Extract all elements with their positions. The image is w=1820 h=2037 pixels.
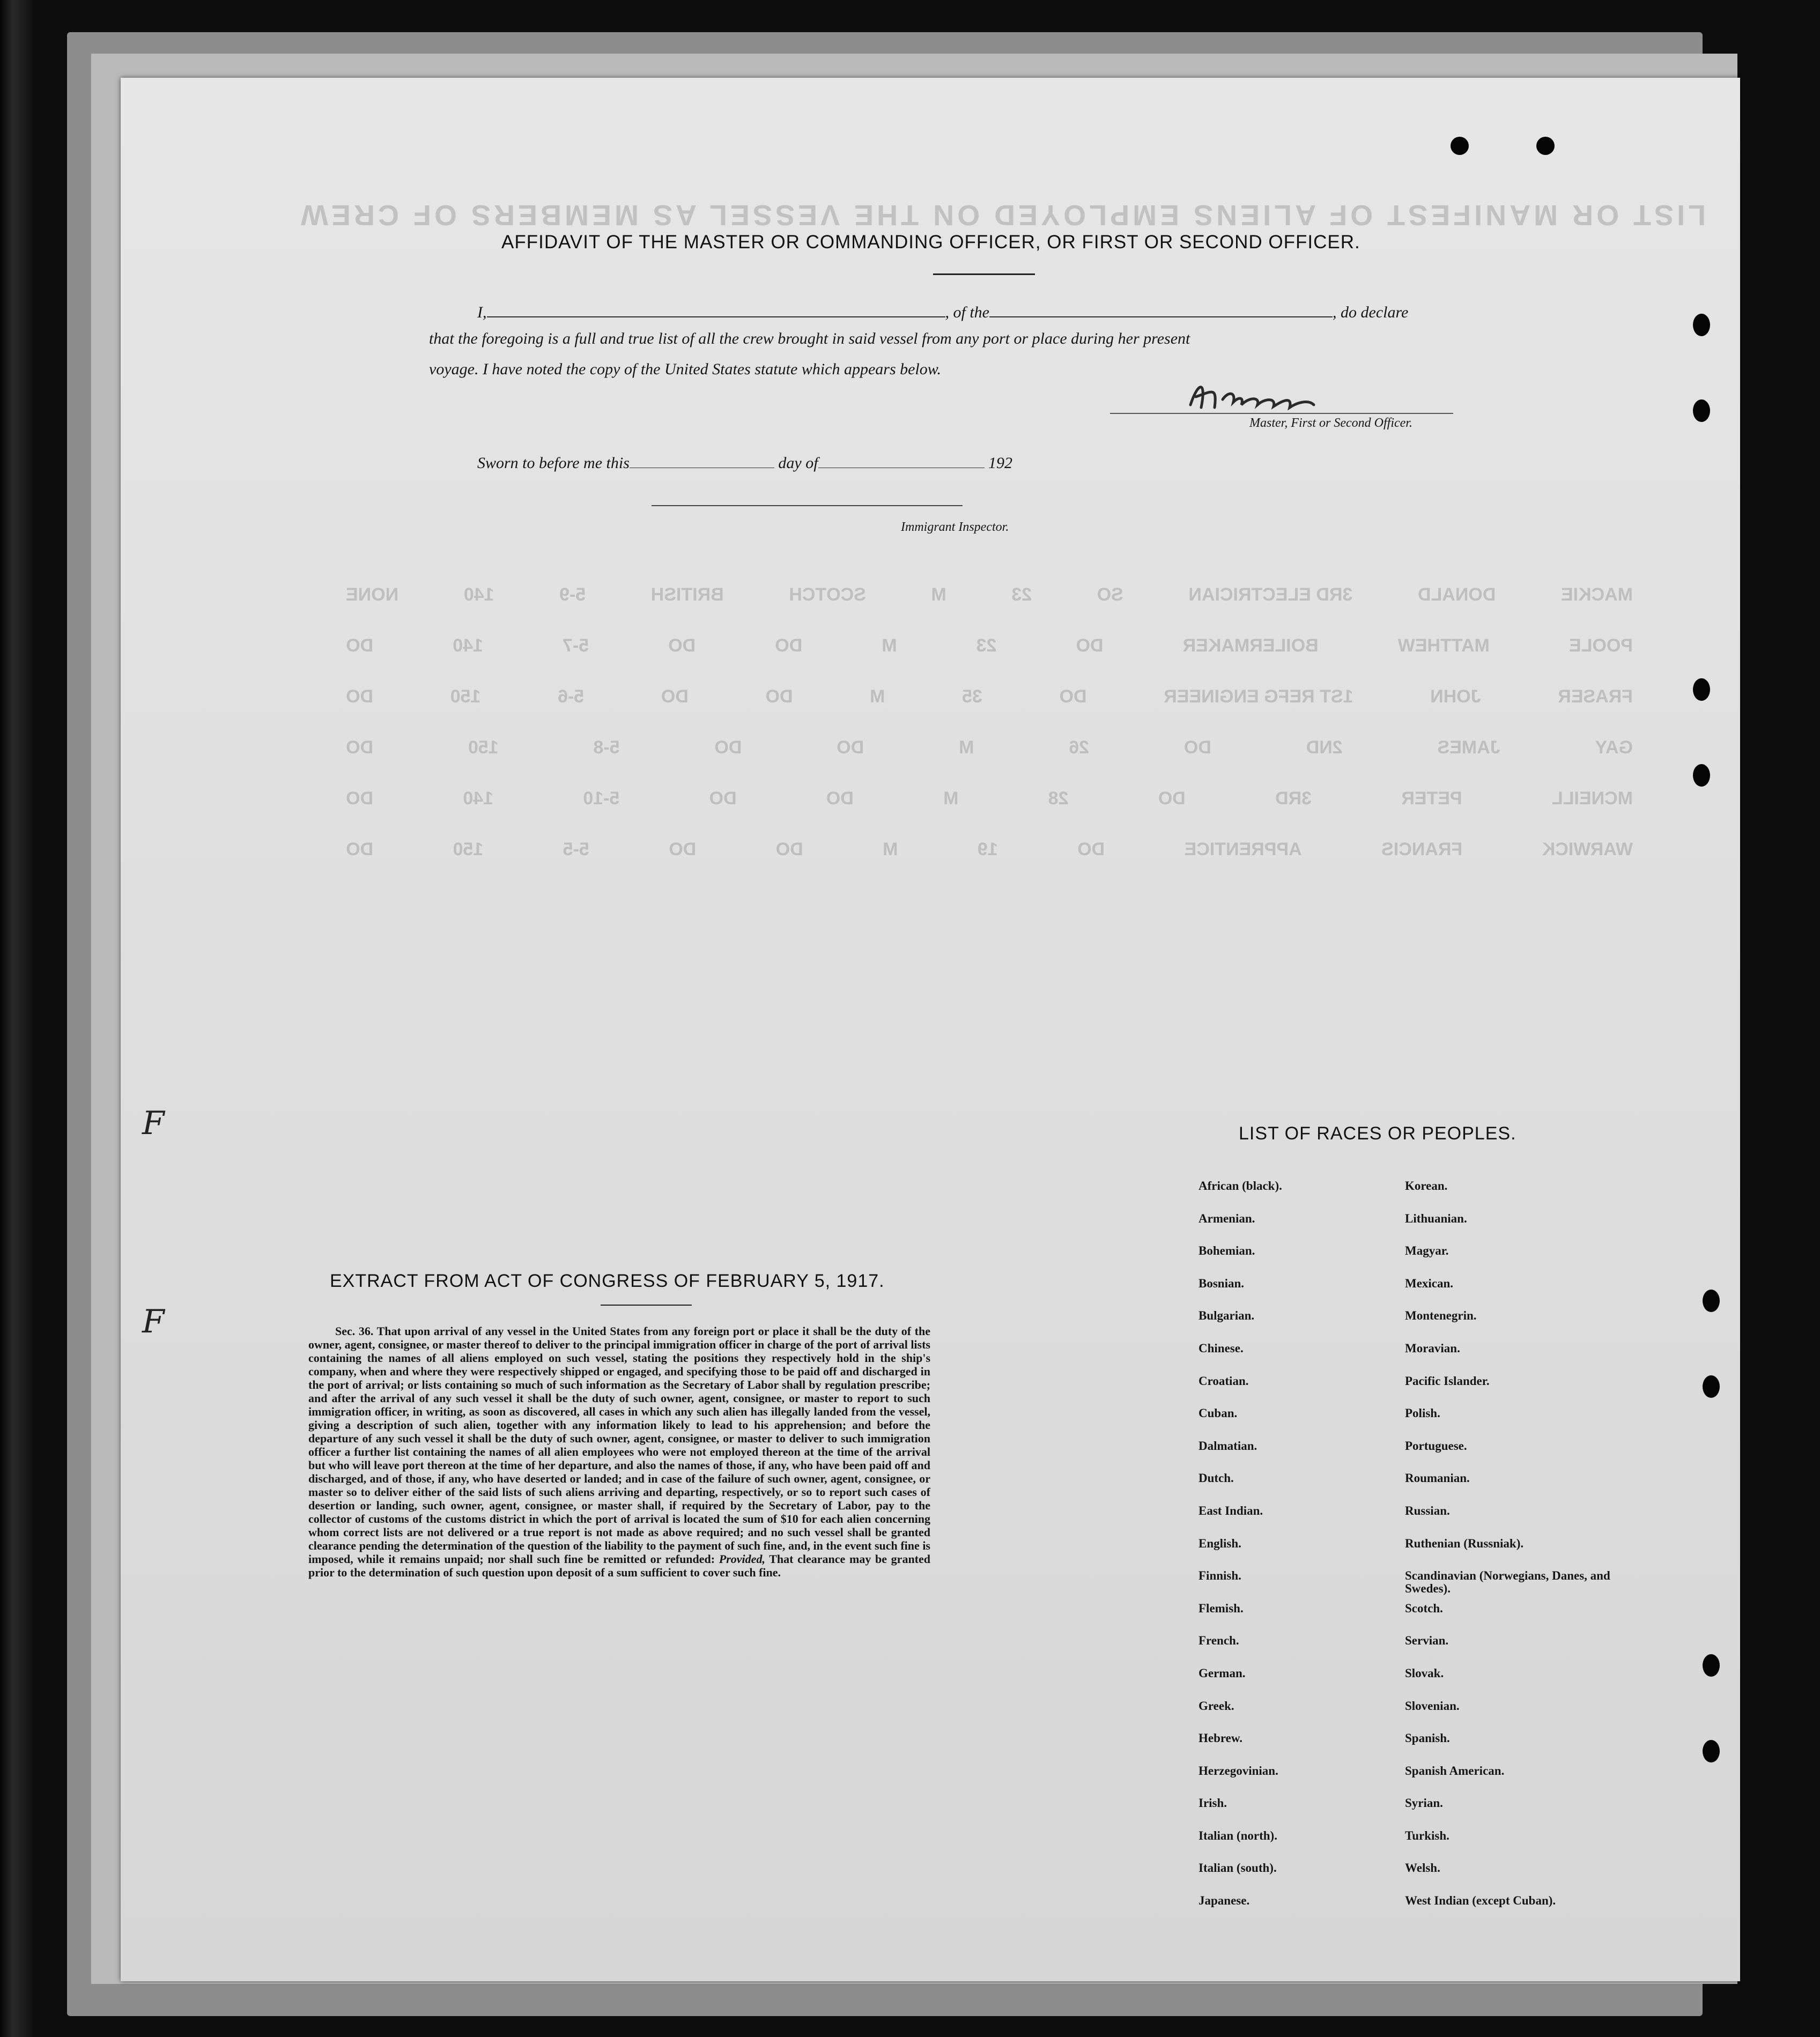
bleed-through-cell: 150 <box>453 839 484 860</box>
race-item: Korean. <box>1405 1179 1448 1192</box>
binder-hole <box>1703 1375 1720 1398</box>
punch-hole <box>1536 137 1555 155</box>
bleed-through-cell: DO <box>1158 788 1186 809</box>
extract-body <box>308 1324 930 1579</box>
race-item: Irish. <box>1198 1796 1227 1810</box>
bleed-through-cell: 5-6 <box>558 686 585 707</box>
race-item: Montenegrin. <box>1405 1309 1477 1323</box>
inspector-caption: Immigrant Inspector. <box>901 520 1009 534</box>
affidavit-line-1 <box>477 300 1408 322</box>
race-item: Bosnian. <box>1198 1276 1245 1290</box>
bleed-through-cell: 150 <box>468 737 499 758</box>
race-item: Slovenian. <box>1405 1699 1460 1713</box>
race-item: Polish. <box>1405 1406 1440 1420</box>
binder-hole <box>1693 399 1710 422</box>
bleed-through-cell: 26 <box>1069 737 1090 758</box>
race-item: Bulgarian. <box>1198 1309 1255 1323</box>
bleed-through-cell: SCOTCH <box>789 584 866 605</box>
margin-mark: F <box>142 1303 165 1340</box>
race-item: Japanese. <box>1198 1894 1250 1908</box>
bleed-through-row <box>346 737 1633 788</box>
bleed-through-cell: 5-8 <box>593 737 620 758</box>
bleed-through-cell: POOLE <box>1569 635 1633 656</box>
sworn-year: 192 <box>988 454 1013 472</box>
race-item: Chinese. <box>1198 1341 1244 1355</box>
race-item: Italian (north). <box>1198 1828 1277 1842</box>
race-item: German. <box>1198 1666 1246 1680</box>
bleed-through-cell: DO <box>346 839 374 860</box>
bleed-through-row <box>346 839 1633 890</box>
race-item: Scandinavian (Norwegians, Danes, and Swedes). <box>1405 1569 1610 1596</box>
bleed-through-cell: DO <box>775 635 803 656</box>
bleed-through-cell: DONALD <box>1417 584 1496 605</box>
binder-hole <box>1693 678 1710 701</box>
bleed-through-cell: 5-7 <box>562 635 589 656</box>
race-item: Finnish. <box>1198 1569 1241 1583</box>
race-item: Magyar. <box>1405 1244 1449 1258</box>
affidavit-line-2: that the foregoing is a full and true list of all the crew brought in said vessel from any port or place during her present <box>429 330 1190 347</box>
title-rule <box>933 273 1035 275</box>
race-item: Flemish. <box>1198 1601 1244 1615</box>
bleed-through-cell: DO <box>1077 839 1105 860</box>
binder-hole <box>1693 764 1710 787</box>
bleed-through-cell: DO <box>775 839 803 860</box>
race-item: Ruthenian (Russniak). <box>1405 1536 1524 1550</box>
bleed-through-cell: M <box>931 584 946 605</box>
race-item: Croatian. <box>1198 1374 1249 1388</box>
affidavit-i: I, <box>477 303 487 321</box>
bleed-through-cell: BOILERMAKER <box>1182 635 1319 656</box>
bleed-through-cell: 140 <box>463 788 494 809</box>
bleed-through-cell: SO <box>1097 584 1123 605</box>
bleed-through-cell: DO <box>826 788 854 809</box>
binder-hole <box>1693 314 1710 336</box>
extract-text: That upon arrival of any vessel in the United States from any foreign port or place it shall be the duty of the owner, agent, consignee, or master thereof to deliver to the principal immigration officer in charge of the port of arrival lists containing the names of all aliens employed on such vessel, stating the positions they respectively hold in the ship's company, when and where they were respectively shipped or engaged, and specifying those to be paid off and discharged in the port of arrival; or lists containing so much of such information as the Secretary of Labor shall by regulation prescribe; and after the arrival of any such vessel it shall be the duty of such owner, agent, consignee, or master to report to such immigration officer, in writing, as soon as discovered, all cases in which any such alien has illegally landed from the vessel, giving a description of such alien, together with any information likely to lead to his apprehension; and before the departure of any such vessel it shall be the duty of such owner, agent, consignee, or master to deliver to such immigration officer a further list containing the names of all alien employees who were not employed thereon at the time of the arrival but who will leave port thereon at the time of her departure, and also the names of those, if any, who have been paid off and discharged, and of those, if any, who have deserted or landed; and in case of the failure of such owner, agent, consignee, or master so to deliver either of the said lists of such aliens arriving and departing, respectively, or so to report such cases of desertion or landing, such owner, agent, consignee, or master shall, if required by the Secretary of Labor, pay to the collector of customs of the customs district in which the port of arrival is located the sum of $10 for each alien concerning whom correct lists are not delivered or a true report is not made as above required; and no such vessel shall be granted clearance pending the determination of the question of the liability to the payment of such fine, and, in the event such fine is imposed, while it remains unpaid; nor shall such fine be remitted or refunded: <box>308 1324 931 1566</box>
bleed-through-cell: 5-9 <box>559 584 586 605</box>
race-item: English. <box>1198 1536 1241 1550</box>
bleed-through-cell: DO <box>1076 635 1104 656</box>
race-item: Pacific Islander. <box>1405 1374 1490 1388</box>
bleed-through-cell: DO <box>346 788 374 809</box>
race-item: Roumanian. <box>1405 1471 1470 1485</box>
bleed-through-cell: WARWICK <box>1542 839 1633 860</box>
race-item: Greek. <box>1198 1699 1234 1713</box>
bleed-through-cell: M <box>943 788 959 809</box>
vessel-blank <box>989 300 1333 317</box>
signature <box>1185 375 1362 418</box>
bleed-through-cell: 140 <box>453 635 483 656</box>
bleed-through-row <box>346 788 1633 839</box>
bleed-through-cell: 5-5 <box>563 839 589 860</box>
race-item: East Indian. <box>1198 1503 1263 1517</box>
bleed-through-cell: DO <box>837 737 864 758</box>
sworn-prefix: Sworn to before me this <box>477 454 630 472</box>
extract-text-end: That clearance may be granted prior to the determination of such question upon deposit of a sum sufficient to cover such fine. <box>308 1552 931 1579</box>
sworn-line <box>477 451 1012 472</box>
race-item: Mexican. <box>1405 1276 1454 1290</box>
bleed-through-cell: JOHN <box>1430 686 1481 707</box>
bleed-through-cell: MATTHEW <box>1397 635 1490 656</box>
race-item: Herzegovinian. <box>1198 1764 1278 1777</box>
affidavit-line-3: voyage. I have noted the copy of the United States statute which appears below. <box>429 360 942 378</box>
race-item: Dutch. <box>1198 1471 1234 1485</box>
race-item: French. <box>1198 1634 1239 1648</box>
bleed-through-cell: 5-10 <box>583 788 620 809</box>
bleed-through-cell: 3RD ELECTRICIAN <box>1188 584 1353 605</box>
bleed-through-cell: 28 <box>1048 788 1069 809</box>
margin-mark: F <box>142 1105 165 1142</box>
race-item: Spanish. <box>1405 1731 1450 1745</box>
signature-line <box>1110 413 1453 414</box>
binder-hole <box>1703 1740 1720 1762</box>
affidavit-do-declare: , do declare <box>1333 303 1409 321</box>
bleed-through-cell: M <box>882 635 897 656</box>
race-item: West Indian (except Cuban). <box>1405 1894 1556 1908</box>
bleed-through-cell: 19 <box>977 839 998 860</box>
race-item: Cuban. <box>1198 1406 1238 1420</box>
month-blank <box>818 451 985 468</box>
bleed-through-cell: PETER <box>1401 788 1462 809</box>
bleed-through-cell: DO <box>346 686 374 707</box>
section-number: Sec. 36. <box>335 1324 374 1338</box>
race-item: Turkish. <box>1405 1828 1449 1842</box>
signature-caption: Master, First or Second Officer. <box>1249 416 1412 430</box>
bleed-through-cell: 1ST REFG ENGINEER <box>1164 686 1353 707</box>
race-item: Servian. <box>1405 1634 1449 1648</box>
bleed-through-cell: DO <box>346 635 374 656</box>
race-item: Syrian. <box>1405 1796 1443 1810</box>
bleed-through-cell: DO <box>669 839 697 860</box>
bleed-through-cell: DO <box>346 737 374 758</box>
affidavit-of-the: , of the <box>945 303 989 321</box>
race-item: Italian (south). <box>1198 1861 1277 1875</box>
bleed-through-cell: DO <box>1059 686 1087 707</box>
race-item: Russian. <box>1405 1503 1450 1517</box>
races-list <box>1198 1180 1627 1927</box>
race-item: Spanish American. <box>1405 1764 1505 1777</box>
name-blank <box>487 300 945 317</box>
bleed-through-cell: DO <box>1183 737 1211 758</box>
bleed-through-cell: DO <box>709 788 737 809</box>
bleed-through-cell: 150 <box>450 686 481 707</box>
races-title: LIST OF RACES OR PEOPLES. <box>1239 1123 1516 1144</box>
bleed-through-cell: M <box>959 737 974 758</box>
day-blank <box>630 451 774 468</box>
race-item: Slovak. <box>1405 1666 1444 1680</box>
bleed-through-cell: NONE <box>346 584 399 605</box>
provided-keyword: Provided, <box>719 1552 765 1566</box>
race-item: Welsh. <box>1405 1861 1440 1875</box>
bleed-through-cell: 140 <box>463 584 494 605</box>
bleed-through-row <box>346 686 1633 737</box>
bleed-through-cell: FRANCIS <box>1381 839 1463 860</box>
bleed-through-cell: 35 <box>962 686 982 707</box>
scan-edge <box>0 0 32 2037</box>
race-item: Portuguese. <box>1405 1439 1467 1453</box>
race-item: Scotch. <box>1405 1601 1443 1615</box>
bleed-through-cell: DO <box>668 635 696 656</box>
binder-hole <box>1703 1654 1720 1677</box>
bleed-through-cell: M <box>870 686 885 707</box>
extract-title: EXTRACT FROM ACT OF CONGRESS OF FEBRUARY 5, 1917. <box>330 1271 885 1291</box>
extract-title-rule <box>601 1305 692 1306</box>
bleed-through-cell: 23 <box>976 635 997 656</box>
race-item: Dalmatian. <box>1198 1439 1257 1453</box>
bleed-through-cell: JAMES <box>1437 737 1500 758</box>
bleed-through-row <box>346 635 1633 686</box>
affidavit-title: AFFIDAVIT OF THE MASTER OR COMMANDING OFFICER, OR FIRST OR SECOND OFFICER. <box>501 232 1360 253</box>
bleed-through-cell: APPRENTICE <box>1184 839 1302 860</box>
race-item: Bohemian. <box>1198 1244 1255 1258</box>
race-item: Moravian. <box>1405 1341 1460 1355</box>
bleed-through-cell: 2ND <box>1306 737 1343 758</box>
bleed-through-row <box>346 584 1633 635</box>
race-item: Armenian. <box>1198 1211 1255 1225</box>
bleed-through-cell: BRITISH <box>650 584 724 605</box>
bleed-through-cell: DO <box>714 737 742 758</box>
inspector-line <box>652 505 963 506</box>
bleed-through-cell: 23 <box>1011 584 1032 605</box>
bleed-through-cell: FRASER <box>1558 686 1633 707</box>
sworn-day-of: day of <box>778 454 818 472</box>
race-item: Lithuanian. <box>1405 1211 1467 1225</box>
bleed-through-cell: DO <box>661 686 689 707</box>
bleed-through-cell: 3RD <box>1275 788 1312 809</box>
binder-hole <box>1703 1290 1720 1312</box>
bleed-through-cell: MACKIE <box>1560 584 1633 605</box>
bleed-through-cell: MCNEILL <box>1551 788 1633 809</box>
bleed-through-heading: LIST OR MANIFEST OF ALIENS EMPLOYED ON THE VESSEL AS MEMBERS OF CREW <box>298 199 1706 231</box>
bleed-through-cell: M <box>883 839 898 860</box>
bleed-through-cell: DO <box>765 686 793 707</box>
punch-hole <box>1451 137 1469 155</box>
race-item: African (black). <box>1198 1179 1282 1192</box>
bleed-through-table <box>346 584 1633 890</box>
race-item: Hebrew. <box>1198 1731 1242 1745</box>
bleed-through-cell: GAY <box>1595 737 1633 758</box>
